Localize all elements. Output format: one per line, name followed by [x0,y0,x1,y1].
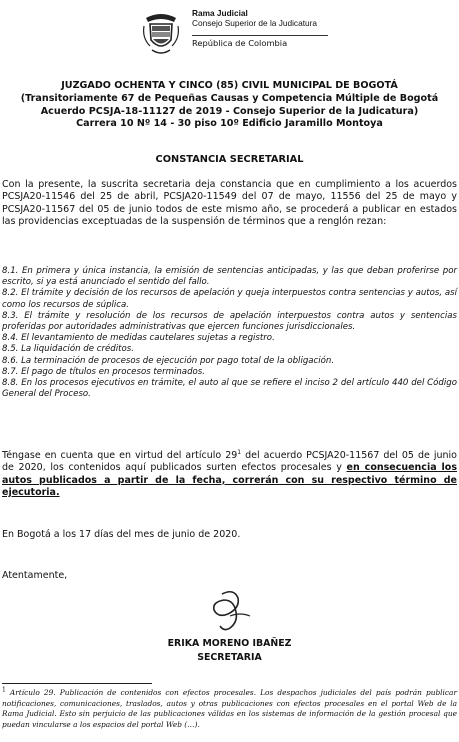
court-address: Carrera 10 Nº 14 - 30 piso 10º Edificio Jaramillo Montoya [76,118,383,130]
effects-paragraph [2,450,457,499]
court-transitory-note: (Transitoriamente 67 de Pequeñas Causas y Competencia Múltiple de Bogotá [20,92,439,104]
list-item: 8.1. En primera y única instancia, la emisión de sentencias anticipadas, y las que deban proferirse por escrito, si ya está anunciado el sentido del fallo. [2,266,457,288]
footnote-divider [2,683,152,684]
court-agreement: Acuerdo PCSJA-18-11127 de 2019 - Consejo Superior de la Judicatura) [40,105,419,117]
coat-of-arms-icon [140,8,182,58]
letterhead [140,6,380,62]
list-item: 8.7. El pago de títulos en procesos terminados. [2,366,205,377]
list-item: 8.8. En los procesos ejecutivos en trámite, el auto al que se refiere el inciso 2 del artículo 440 del Código General del Proceso. [2,378,457,400]
intro-paragraph: Con la presente, la suscrita secretaria deja constancia que en cumplimiento a los acuerdos PCSJA20-11546 del 25 de abril, PCSJA20-11549 del 07 de mayo, 11556 del 25 de mayo y PCSJA20-11567 del 05 de junio todos de este mismo año, se procederá a publicar en estados las providencias exceptuadas de la suspensión de términos que a renglón rezan: [2,179,457,227]
exceptions-list [2,266,457,400]
letterhead-divider [192,35,328,36]
court-name: JUZGADO OCHENTA Y CINCO (85) CIVIL MUNICIPAL DE BOGOTÁ [61,80,398,91]
list-item: 8.3. El trámite y resolución de los recursos de apelación interpuestos contra autos y sentencias proferidas por autoridades administrativas que ejercen funciones jurisdiccionales. [2,310,457,333]
closing-line: Atentamente, [2,570,68,581]
letterhead-council: Consejo Superior de la Judicatura [192,18,317,28]
court-heading [0,80,459,131]
effects-emphasis: en consecuencia los autos publicados a partir de la fecha, correrán con su respectivo término de ejecutoria. [2,462,457,498]
signature-icon [200,586,260,634]
list-item: 8.4. El levantamiento de medidas cautelares sujetas a registro. [2,333,275,344]
footnote-number: 1 [2,686,6,694]
signer-role: SECRETARIA [197,651,262,663]
list-item: 8.6. La terminación de procesos de ejecución por pago total de la obligación. [2,355,335,366]
signer-block [0,637,459,664]
footnote-ref: 1 [237,448,242,456]
footnote-text: Artículo 29. Publicación de contenidos con efectos procesales. Los despachos judiciales del país podrán publicar notificaciones, comunicaciones, traslados, autos y otras publicaciones con efectos procesales en el portal Web de la Rama Judicial. Esto sin perjuicio de las publicaciones válidas en los sistemas de información de la gestión procesal que puedan vincularse a los espacios del portal Web (…). [2,688,457,729]
list-item: 8.5. La liquidación de créditos. [2,344,134,355]
effects-text-middle: del acuerdo PCSJA20-11567 del 05 de junio de 2020, los contenidos aquí publicados surten efectos procesales y [2,450,457,474]
date-line: En Bogotá a los 17 días del mes de junio de 2020. [2,529,241,540]
letterhead-text [192,8,317,28]
signer-name: ERIKA MORENO IBAÑEZ [167,638,292,649]
letterhead-branch: Rama Judicial [192,8,248,18]
list-item: 8.2. El trámite y decisión de los recursos de apelación y queja interpuestos contra sentencias y autos, así como los recursos de súplica. [2,288,457,310]
document-title: CONSTANCIA SECRETARIAL [155,154,304,165]
effects-text-start: Téngase en cuenta que en virtud del artículo 29 [2,450,238,461]
footnote [2,688,457,730]
letterhead-country: República de Colombia [192,38,288,48]
